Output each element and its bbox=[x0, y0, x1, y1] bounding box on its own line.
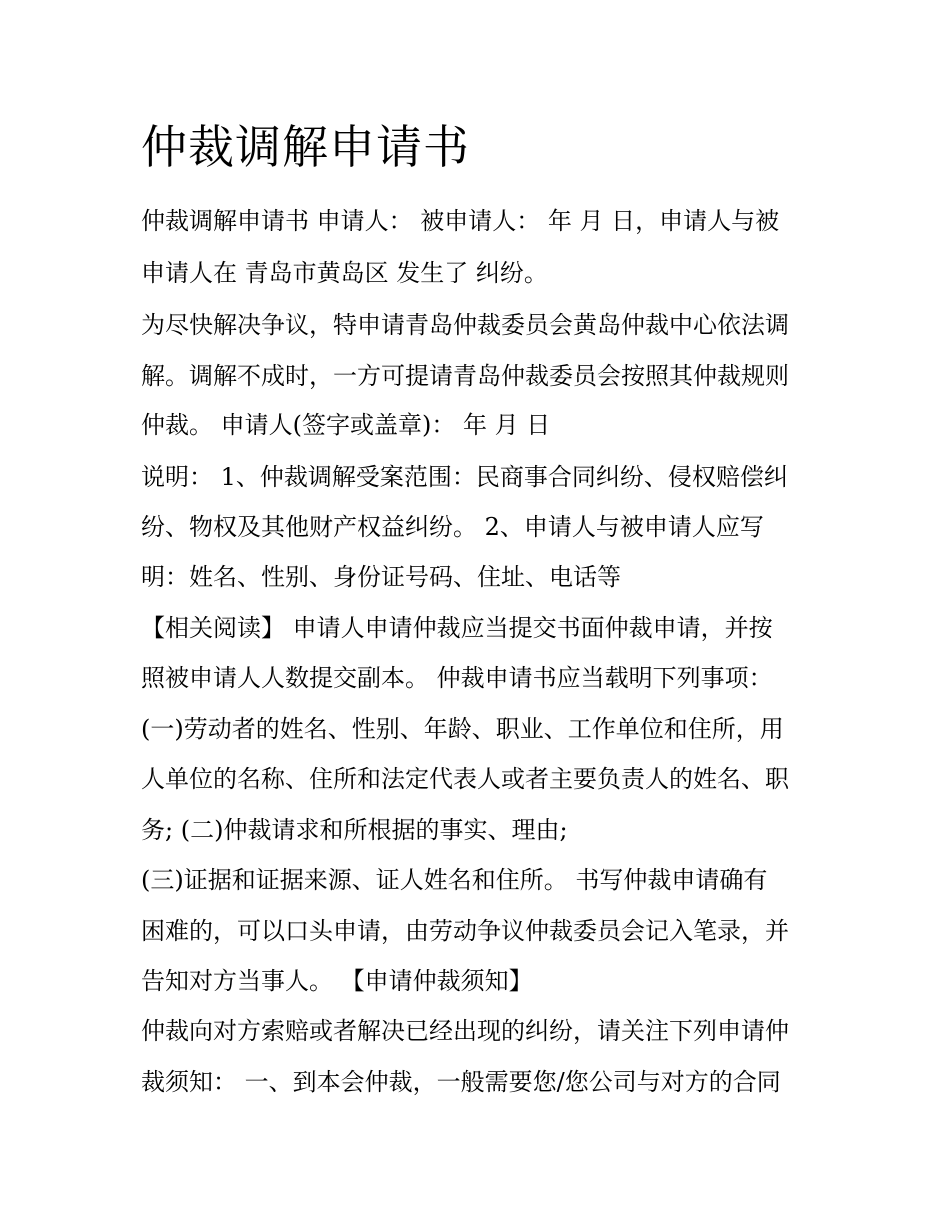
document-title: 仲裁调解申请书 bbox=[141, 120, 470, 174]
body-line-7: 纷、物权及其他财产权益纠纷。 2、申请人与被申请人应写 bbox=[141, 513, 764, 541]
body-line-1: 仲裁调解申请书 申请人： 被申请人： 年 月 日，申请人与被 bbox=[141, 207, 780, 235]
body-line-8: 明：姓名、性别、身份证号码、住址、电话等 bbox=[141, 563, 621, 591]
body-line-12: 人单位的名称、住所和法定代表人或者主要负责人的姓名、职 bbox=[141, 765, 789, 793]
body-line-17: 仲裁向对方索赔或者解决已经出现的纠纷，请关注下列申请仲 bbox=[141, 1017, 789, 1045]
body-line-18: 裁须知： 一、到本会仲裁，一般需要您/您公司与对方的合同 bbox=[141, 1068, 781, 1096]
body-line-11: (一)劳动者的姓名、性别、年龄、职业、工作单位和住所，用 bbox=[141, 715, 784, 743]
body-line-9: 【相关阅读】 申请人申请仲裁应当提交书面仲裁申请，并按 bbox=[141, 614, 773, 642]
body-line-16: 告知对方当事人。 【申请仲裁须知】 bbox=[141, 967, 533, 995]
body-line-13: 务; (二)仲裁请求和所根据的事实、理由; bbox=[141, 816, 568, 844]
body-line-15: 困难的，可以口头申请，由劳动争议仲裁委员会记入笔录，并 bbox=[141, 917, 789, 945]
body-line-2: 申请人在 青岛市黄岛区 发生了 纠纷。 bbox=[141, 259, 548, 287]
body-line-3: 为尽快解决争议，特申请青岛仲裁委员会黄岛仲裁中心依法调 bbox=[141, 311, 789, 339]
body-line-5: 仲裁。 申请人(签字或盖章)： 年 月 日 bbox=[141, 411, 551, 439]
body-line-10: 照被申请人人数提交副本。 仲裁申请书应当载明下列事项： bbox=[141, 664, 773, 692]
body-line-4: 解。调解不成时，一方可提请青岛仲裁委员会按照其仲裁规则 bbox=[141, 362, 789, 390]
body-line-14: (三)证据和证据来源、证人姓名和住所。 书写仲裁申请确有 bbox=[141, 866, 768, 894]
body-line-6: 说明： 1、仲裁调解受案范围：民商事合同纠纷、侵权赔偿纠 bbox=[141, 463, 788, 491]
